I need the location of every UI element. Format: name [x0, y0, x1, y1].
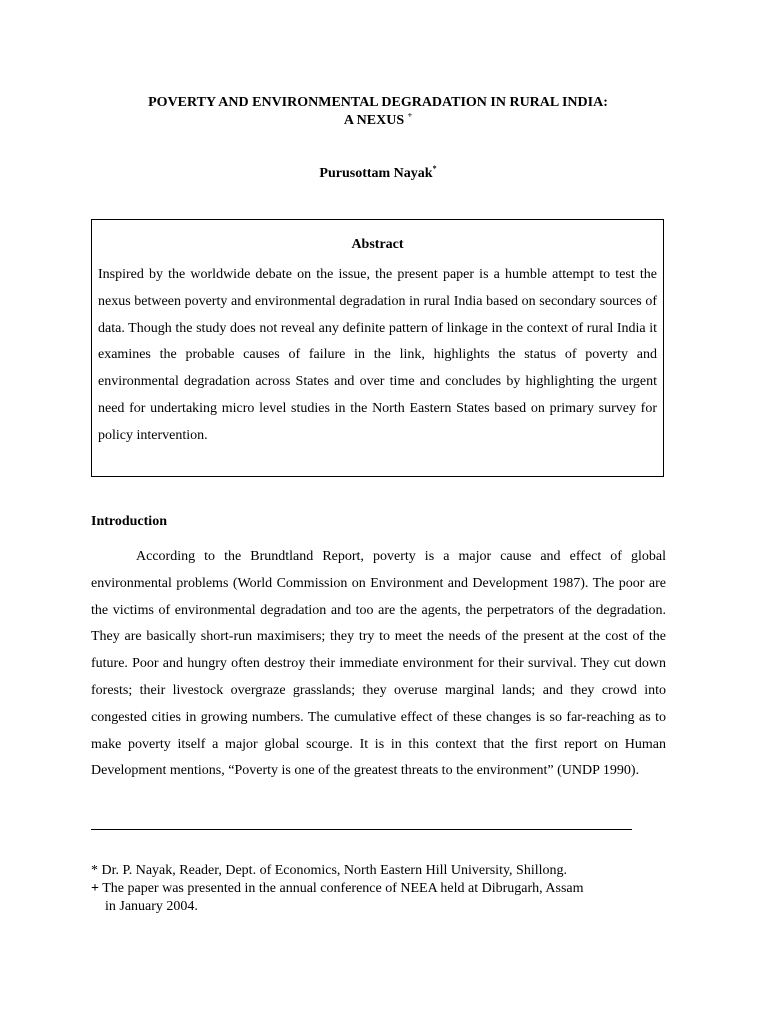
abstract-heading: Abstract [351, 237, 404, 252]
title-line-2 [90, 112, 666, 130]
footnote-conference [91, 880, 666, 898]
title-line-1: POVERTY AND ENVIRONMENTAL DEGRADATION IN RURAL INDIA: [148, 95, 608, 110]
title-line-2-text: A NEXUS [343, 113, 405, 128]
title-footnote-mark: + [407, 111, 413, 120]
footnote-conference-line2: in January 2004. [105, 899, 198, 914]
introduction-paragraph: According to the Brundtland Report, poverty is a major cause and effect of global environmental problems (World Commission on Environment and Development 1987). The poor are the victims of environmental degradation and too are the agents, the perpetrators of the degradation. They are basically short-run maximisers; they try to meet the needs of the present at the cost of the future. Poor and hungry often destroy their immediate environment for their survival. They cut down forests; their livestock overgraze grasslands; they overuse marginal lands; and they crowd into congested cities in growing numbers. The cumulative effect of these changes is so far-reaching as to make poverty itself a major global scourge. It is in this context that the first report on Human Development mentions, “Poverty is one of the greatest threats to the environment” (UNDP 1990). [91, 549, 666, 779]
footnote-conference-line1: The paper was presented in the annual conference of NEEA held at Dibrugarh, Assam [98, 881, 584, 896]
footnotes [91, 862, 666, 916]
footnote-plus-mark: + [91, 881, 99, 896]
author-footnote-mark: * [432, 164, 437, 173]
author-name [90, 165, 666, 183]
paper-title [90, 94, 666, 130]
author-text: Purusottam Nayak [319, 166, 433, 181]
abstract-text: Inspired by the worldwide debate on the issue, the present paper is a humble attempt to test the nexus between poverty and environmental degradation in rural India based on secondary sources of data. Though the study does not reveal any definite pattern of linkage in the context of rural India it examines the probable causes of failure in the link, highlights the status of poverty and environmental degradation across States and over time and concludes by highlighting the urgent need for undertaking micro level studies in the North Eastern States based on primary survey for policy intervention. [98, 267, 657, 443]
footnote-author: * Dr. P. Nayak, Reader, Dept. of Economics, North Eastern Hill University, Shillong. [91, 863, 568, 878]
footnote-divider [91, 829, 632, 830]
introduction-heading: Introduction [91, 514, 167, 529]
abstract-box [91, 219, 664, 477]
